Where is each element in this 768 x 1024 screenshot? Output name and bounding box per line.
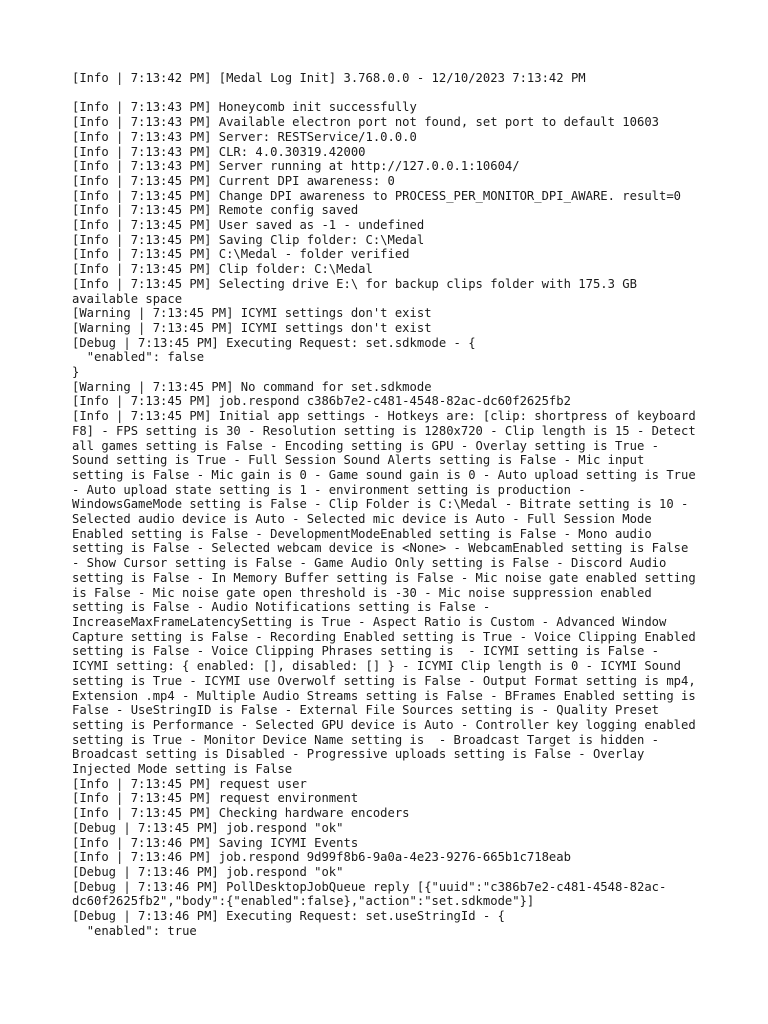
log-line-debug: [Debug | 7:13:46 PM] job.respond "ok" (72, 864, 344, 879)
log-line: [Info | 7:13:45 PM] Checking hardware encoders (72, 806, 410, 821)
log-line: [Info | 7:13:45 PM] C:\Medal - folder verified (72, 247, 410, 262)
log-line-debug: [Debug | 7:13:45 PM] Executing Request: set.sdkmode - { (72, 335, 476, 350)
log-line-settings: [Info | 7:13:45 PM] Initial app settings - Hotkeys are: [clip: shortpress of keyboard F8] - FPS setting is 30 - Resolution setting is 1280x720 - Clip length is 15 - Detect all games setting is False - Encoding setting is GPU - Overlay setting is True - Sound setting is True - Full Session Sound Alerts setting is False - Mic input setting is False - Mic gain is 0 - Game sound gain is 0 - Auto upload setting is True - Auto upload state setting is 1 - environment setting is production - WindowsGameMode setting is False - Clip Folder is C:\Medal - Bitrate setting is 10 - Selected audio device is Auto - Selected mic device is Auto - Full Session Mode Enabled setting is False - DevelopmentModeEnabled setting is False - Mono audio setting is False - Selected webcam device is <None> - WebcamEnabled setting is False - Show Cursor setting is False - Game Audio Only setting is False - Discord Audio setting is False - In Memory Buffer setting is False - Mic noise gate enabled setting is False - Mic noise gate open threshold is -30 - Mic noise suppression enabled setting is False - Audio Notifications setting is False - IncreaseMaxFrameLatencySetting is True - Aspect Ratio is Custom - Advanced Window Capture setting is False - Recording Enabled setting is True - Voice Clipping Enabled setting is False - Voice Clipping Phrases setting is - ICYMI setting is False - ICYMI setting: { enabled: [], disabled: [] } - ICYMI Clip length is 0 - ICYMI Sound setting is True - ICYMI use Overwolf setting is False - Output Format setting is mp4, Extension .mp4 - Multiple Audio Streams setting is False - BFrames Enabled setting is False - UseStringID is False - External File Sources setting is - Quality Preset setting is Performance - Selected GPU device is Auto - Controller key logging enabled setting is True - Monitor Device Name setting is - Broadcast Target is hidden - Broadcast setting is Disabled - Progressive uploads setting is False - Overlay Injected Mode setting is False (72, 409, 704, 777)
log-line-debug: [Debug | 7:13:46 PM] PollDesktopJobQueue reply [{"uuid":"c386b7e2-c481-4548-82ac-dc60f2625fb2","body":{"enabled":false},"action":"set.sdkmode"}] (72, 879, 667, 909)
log-line: [Info | 7:13:43 PM] Available electron port not found, set port to default 10603 (72, 115, 659, 130)
log-line: [Info | 7:13:45 PM] job.respond c386b7e2-c481-4548-82ac-dc60f2625fb2 (72, 394, 571, 409)
log-line: [Info | 7:13:45 PM] User saved as -1 - undefined (72, 218, 425, 233)
log-json-line: } (72, 365, 80, 380)
log-line-warning: [Warning | 7:13:45 PM] No command for set.sdkmode (72, 379, 432, 394)
log-line: [Info | 7:13:43 PM] CLR: 4.0.30319.42000 (72, 144, 366, 159)
log-line: [Info | 7:13:45 PM] Selecting drive E:\ for backup clips folder with 175.3 GB available space (72, 276, 645, 306)
log-line: [Info | 7:13:45 PM] Saving Clip folder: C:\Medal (72, 232, 425, 247)
log-line: [Info | 7:13:43 PM] Server: RESTService/1.0.0.0 (72, 129, 417, 144)
log-line-warning: [Warning | 7:13:45 PM] ICYMI settings don't exist (72, 320, 432, 335)
log-line: [Info | 7:13:45 PM] Clip folder: C:\Medal (72, 262, 373, 277)
log-line: [Info | 7:13:45 PM] request environment (72, 791, 359, 806)
log-line: [Info | 7:13:42 PM] [Medal Log Init] 3.768.0.0 - 12/10/2023 7:13:42 PM (72, 71, 586, 85)
log-line: [Info | 7:13:45 PM] Remote config saved (72, 203, 359, 218)
log-json-line: "enabled": false (72, 350, 205, 365)
log-line: [Info | 7:13:45 PM] request user (72, 776, 307, 791)
log-line: [Info | 7:13:45 PM] Change DPI awareness to PROCESS_PER_MONITOR_DPI_AWARE. result=0 (72, 188, 682, 203)
log-line: [Info | 7:13:43 PM] Honeycomb init successfully (72, 100, 417, 115)
log-line: [Info | 7:13:46 PM] job.respond 9d99f8b6-9a0a-4e23-9276-665b1c718eab (72, 850, 571, 865)
log-line-debug: [Debug | 7:13:46 PM] Executing Request: set.useStringId - { (72, 909, 505, 924)
log-line-warning: [Warning | 7:13:45 PM] ICYMI settings don't exist (72, 306, 432, 321)
log-line: [Info | 7:13:43 PM] Server running at http://127.0.0.1:10604/ (72, 159, 520, 174)
log-document (72, 71, 702, 938)
log-line: [Info | 7:13:45 PM] Current DPI awareness: 0 (72, 173, 395, 188)
log-json-line: "enabled": true (72, 923, 197, 938)
blank-line (72, 86, 702, 101)
log-line: [Info | 7:13:46 PM] Saving ICYMI Events (72, 835, 359, 850)
log-line-debug: [Debug | 7:13:45 PM] job.respond "ok" (72, 820, 344, 835)
